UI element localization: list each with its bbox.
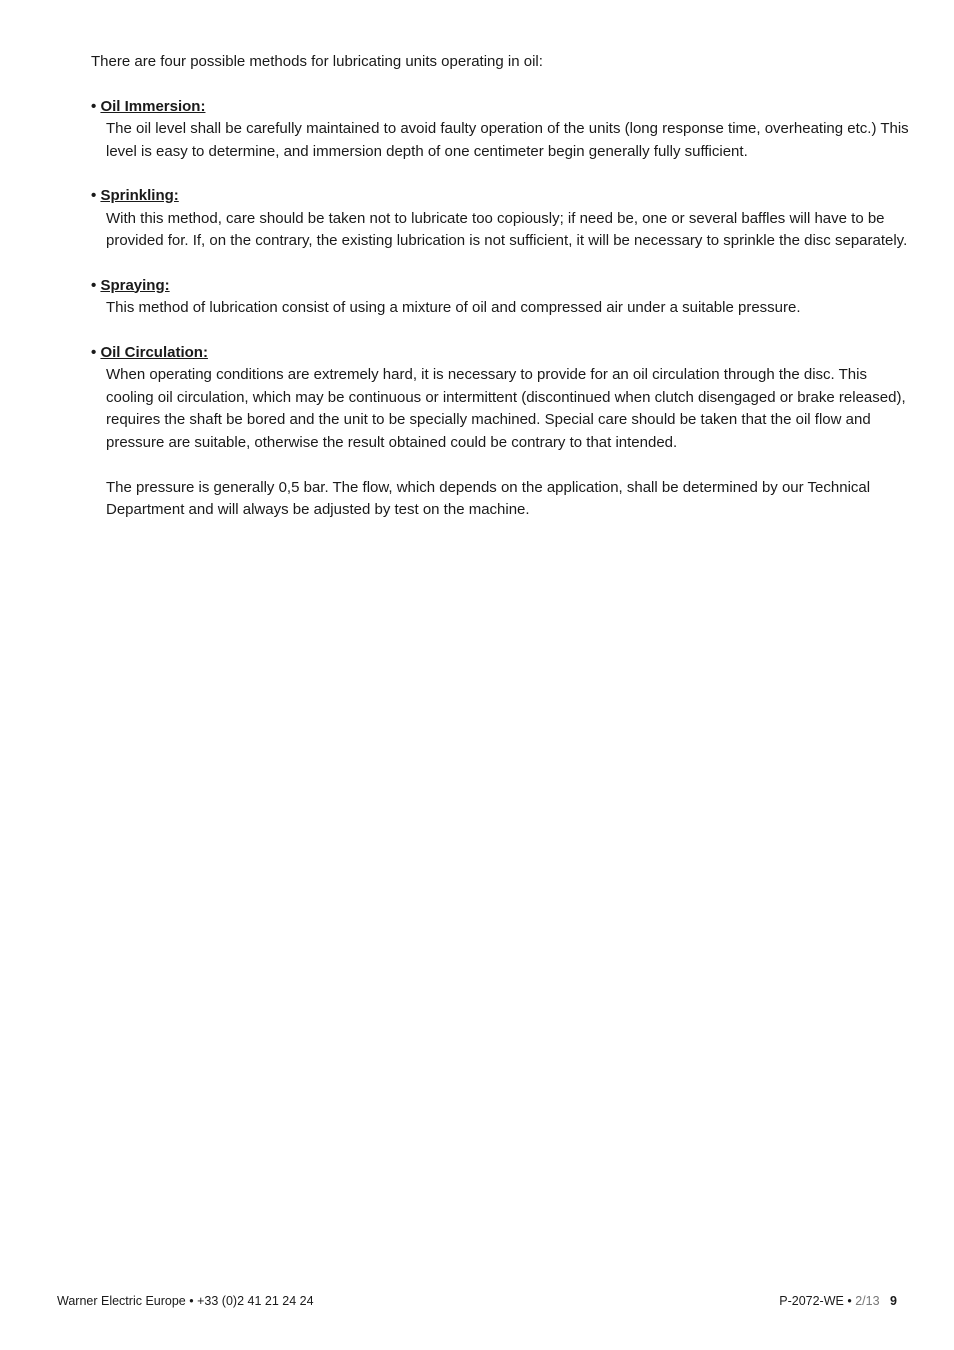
separator-bullet: • [189, 1294, 194, 1308]
method-paragraph: When operating conditions are extremely hard, it is necessary to provide for an oil circulation through the disc. This cooling oil circulation, which may be continuous or intermittent (discontinued when clutch disengaged or brake released), requires the shaft be bored and the unit to be specially machined. Special care should be taken that the oil flow and pressure are suitable, otherwise the result obtained could be contrary to that intended. [106, 366, 906, 451]
company-name: Warner Electric Europe [57, 1294, 186, 1308]
document-code: P-2072-WE [779, 1294, 844, 1308]
bullet-icon: • [91, 97, 97, 115]
method-description [106, 364, 911, 522]
method-paragraph: With this method, care should be taken not to lubricate too copiously; if need be, one or several baffles will have to be provided for. If, on the contrary, the existing lubrication is not sufficient, it will be necessary to sprinkle the disc separately. [106, 209, 908, 249]
bullet-icon: • [91, 276, 97, 294]
method-title: Oil Circulation: [100, 343, 208, 361]
method-oil-immersion [91, 96, 911, 164]
separator-bullet: • [847, 1294, 852, 1308]
method-heading [91, 185, 911, 208]
bullet-icon: • [91, 343, 97, 361]
method-paragraph: This method of lubrication consist of using a mixture of oil and compressed air under a suitable pressure. [106, 299, 801, 316]
intro-text: There are four possible methods for lubricating units operating in oil: [91, 53, 543, 70]
method-description [106, 118, 911, 163]
method-heading [91, 342, 911, 365]
method-title: Oil Immersion: [100, 97, 206, 115]
method-oil-circulation [91, 342, 911, 522]
method-description [106, 297, 911, 320]
method-spraying [91, 275, 911, 320]
method-sprinkling [91, 185, 911, 253]
method-paragraph: The pressure is generally 0,5 bar. The flow, which depends on the application, shall be determined by our Technical Department and will always be adjusted by test on the machine. [106, 478, 871, 518]
footer-document-info [779, 1292, 897, 1310]
page-number: 9 [890, 1294, 897, 1308]
footer-contact [57, 1292, 314, 1310]
document-date: 2/13 [855, 1294, 880, 1308]
method-heading [91, 96, 911, 119]
method-title: Spraying: [100, 276, 170, 294]
method-description [106, 208, 911, 253]
method-heading [91, 275, 911, 298]
method-title: Sprinkling: [100, 187, 179, 204]
method-paragraph: The oil level shall be carefully maintained to avoid faulty operation of the units (long response time, overheating etc.) This level is easy to determine, and immersion depth of one centimeter begin generally fully sufficient. [106, 120, 909, 160]
document-body [91, 51, 911, 544]
bullet-icon: • [91, 187, 97, 204]
phone-number: +33 (0)2 41 21 24 24 [197, 1294, 314, 1308]
